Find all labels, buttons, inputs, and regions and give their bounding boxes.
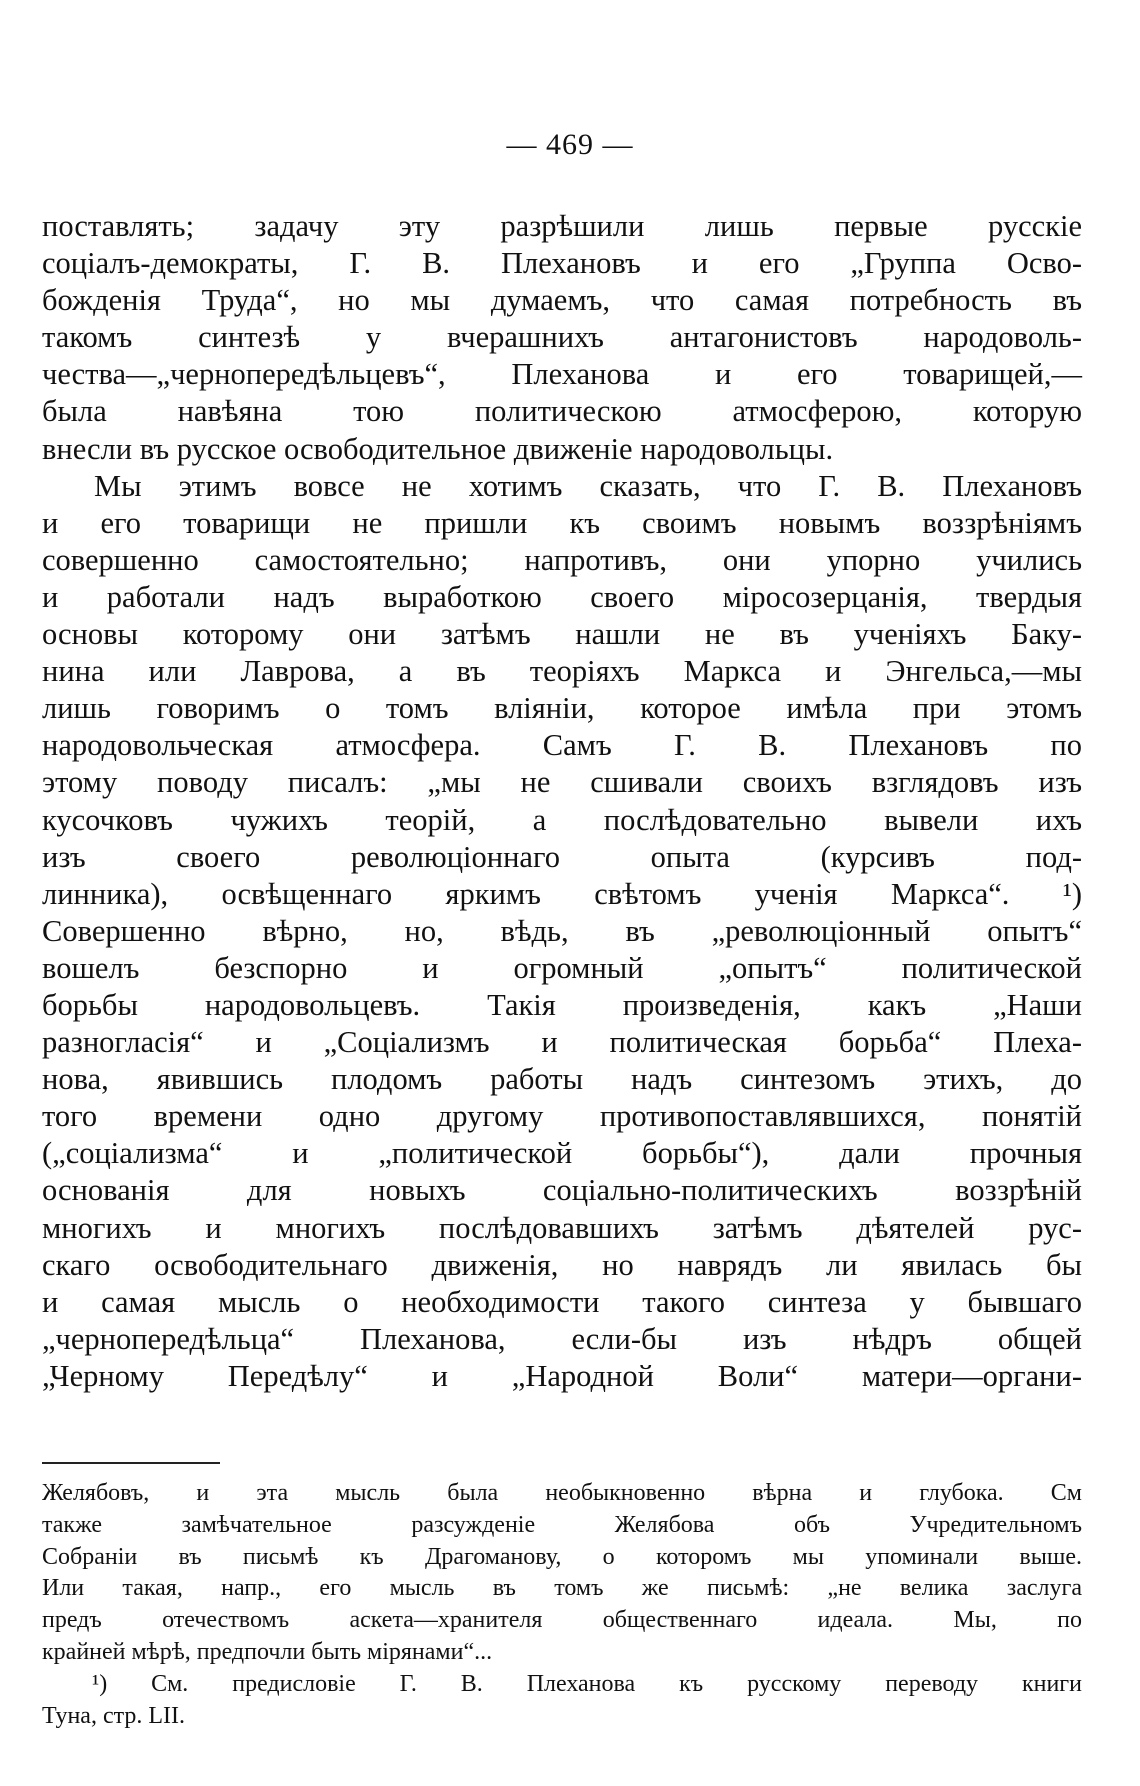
text-line: такомъ синтезѣ у вчерашнихъ антагонистовъ народоволь- [42, 320, 1082, 355]
footnote-line: Желябовъ, и эта мысль была необыкновенно вѣрна и глубока. См [42, 1480, 1082, 1506]
footnote-line: предъ отечествомъ аскета—хранителя общественнаго идеала. Мы, по [42, 1607, 1082, 1634]
text-line: линника), освѣщеннаго яркимъ свѣтомъ ученія Маркса“. ¹) [42, 876, 1082, 911]
text-line: народовольческая атмосфера. Самъ Г. В. Плехановъ по [42, 728, 1082, 763]
text-line: изъ своего революціоннаго опыта (курсивъ под- [42, 839, 1082, 874]
footnote-line: Туна, стр. LII. [42, 1702, 186, 1729]
text-line: разногласія“ и „Соціализмъ и политическая борьба“ Плеха- [42, 1025, 1082, 1060]
footnotes [42, 1478, 1082, 1732]
text-line: нина или Лаврова, а въ теоріяхъ Маркса и Энгельса,—мы [42, 654, 1082, 689]
main-text [42, 208, 1082, 1395]
text-line: кусочковъ чужихъ теорій, а послѣдовательно вывели ихъ [42, 802, 1082, 837]
text-line: того времени одно другому противопоставлявшихся, понятій [42, 1099, 1082, 1134]
text-line: борьбы народовольцевъ. Такія произведенія, какъ „Наши [42, 987, 1082, 1022]
text-line: многихъ и многихъ послѣдовавшихъ затѣмъ дѣятелей рус- [42, 1210, 1082, 1245]
footnote-line: крайней мѣрѣ, предпочли быть мірянами“... [42, 1638, 493, 1665]
text-line: вошелъ безспорно и огромный „опытъ“ политической [42, 950, 1082, 985]
text-line: Совершенно вѣрно, но, вѣдь, въ „революціонный опытъ“ [42, 913, 1082, 948]
text-line: „чернопередѣльца“ Плеханова, если-бы изъ нѣдръ общей [42, 1321, 1082, 1356]
text-line: („соціализма“ и „политической борьбы“), дали прочныя [42, 1136, 1082, 1171]
text-line: соціалъ-демократы, Г. В. Плехановъ и его „Группа Осво- [42, 246, 1082, 281]
text-line: была навѣяна тою политическою атмосферою, которую [42, 394, 1082, 429]
text-line: „Черному Передѣлу“ и „Народной Воли“ матери—органи- [42, 1358, 1082, 1393]
footnote-line: ¹) См. предисловіе Г. В. Плеханова къ русскому переводу книги [92, 1670, 1082, 1697]
text-line: совершенно самостоятельно; напротивъ, они упорно учились [42, 542, 1082, 577]
page-number: — 469 — [506, 128, 634, 161]
text-line: и самая мысль о необходимости такого синтеза у бывшаго [42, 1284, 1082, 1319]
text-line: лишь говоримъ о томъ вліяніи, которое имѣла при этомъ [42, 691, 1082, 726]
footnote-line: Собраніи въ письмѣ къ Драгоманову, о которомъ мы упоминали выше. [42, 1543, 1082, 1570]
text-line: скаго освободительнаго движенія, но наврядъ ли явилась бы [42, 1247, 1082, 1282]
text-line: нова, явившись плодомъ работы надъ синтезомъ этихъ, до [42, 1062, 1082, 1097]
text-line: основы которому они затѣмъ нашли не въ ученіяхъ Баку- [42, 617, 1082, 652]
text-line: этому поводу писалъ: „мы не сшивали своихъ взглядовъ изъ [42, 765, 1082, 800]
text-line: и его товарищи не пришли къ своимъ новымъ воззрѣніямъ [42, 505, 1082, 540]
footnote-divider [42, 1462, 220, 1464]
text-line: внесли въ русское освободительное движеніе народовольцы. [42, 431, 834, 466]
text-line: основанія для новыхъ соціально-политическихъ воззрѣній [42, 1173, 1082, 1208]
text-line: поставлять; задачу эту разрѣшили лишь первые русскіе [42, 209, 1082, 243]
footnote-line: также замѣчательное разсужденіе Желябова объ Учредительномъ [42, 1511, 1082, 1538]
text-line: Мы этимъ вовсе не хотимъ сказать, что Г. В. Плехановъ [94, 468, 1082, 503]
text-line: божденія Труда“, но мы думаемъ, что самая потребность въ [42, 283, 1082, 318]
text-line: чества—„чернопередѣльцевъ“, Плеханова и его товарищей,— [42, 357, 1082, 392]
text-line: и работали надъ выработкою своего міросозерцанія, твердыя [42, 579, 1082, 614]
footnote-line: Или такая, напр., его мысль въ томъ же письмѣ: „не велика заслуга [42, 1575, 1082, 1602]
